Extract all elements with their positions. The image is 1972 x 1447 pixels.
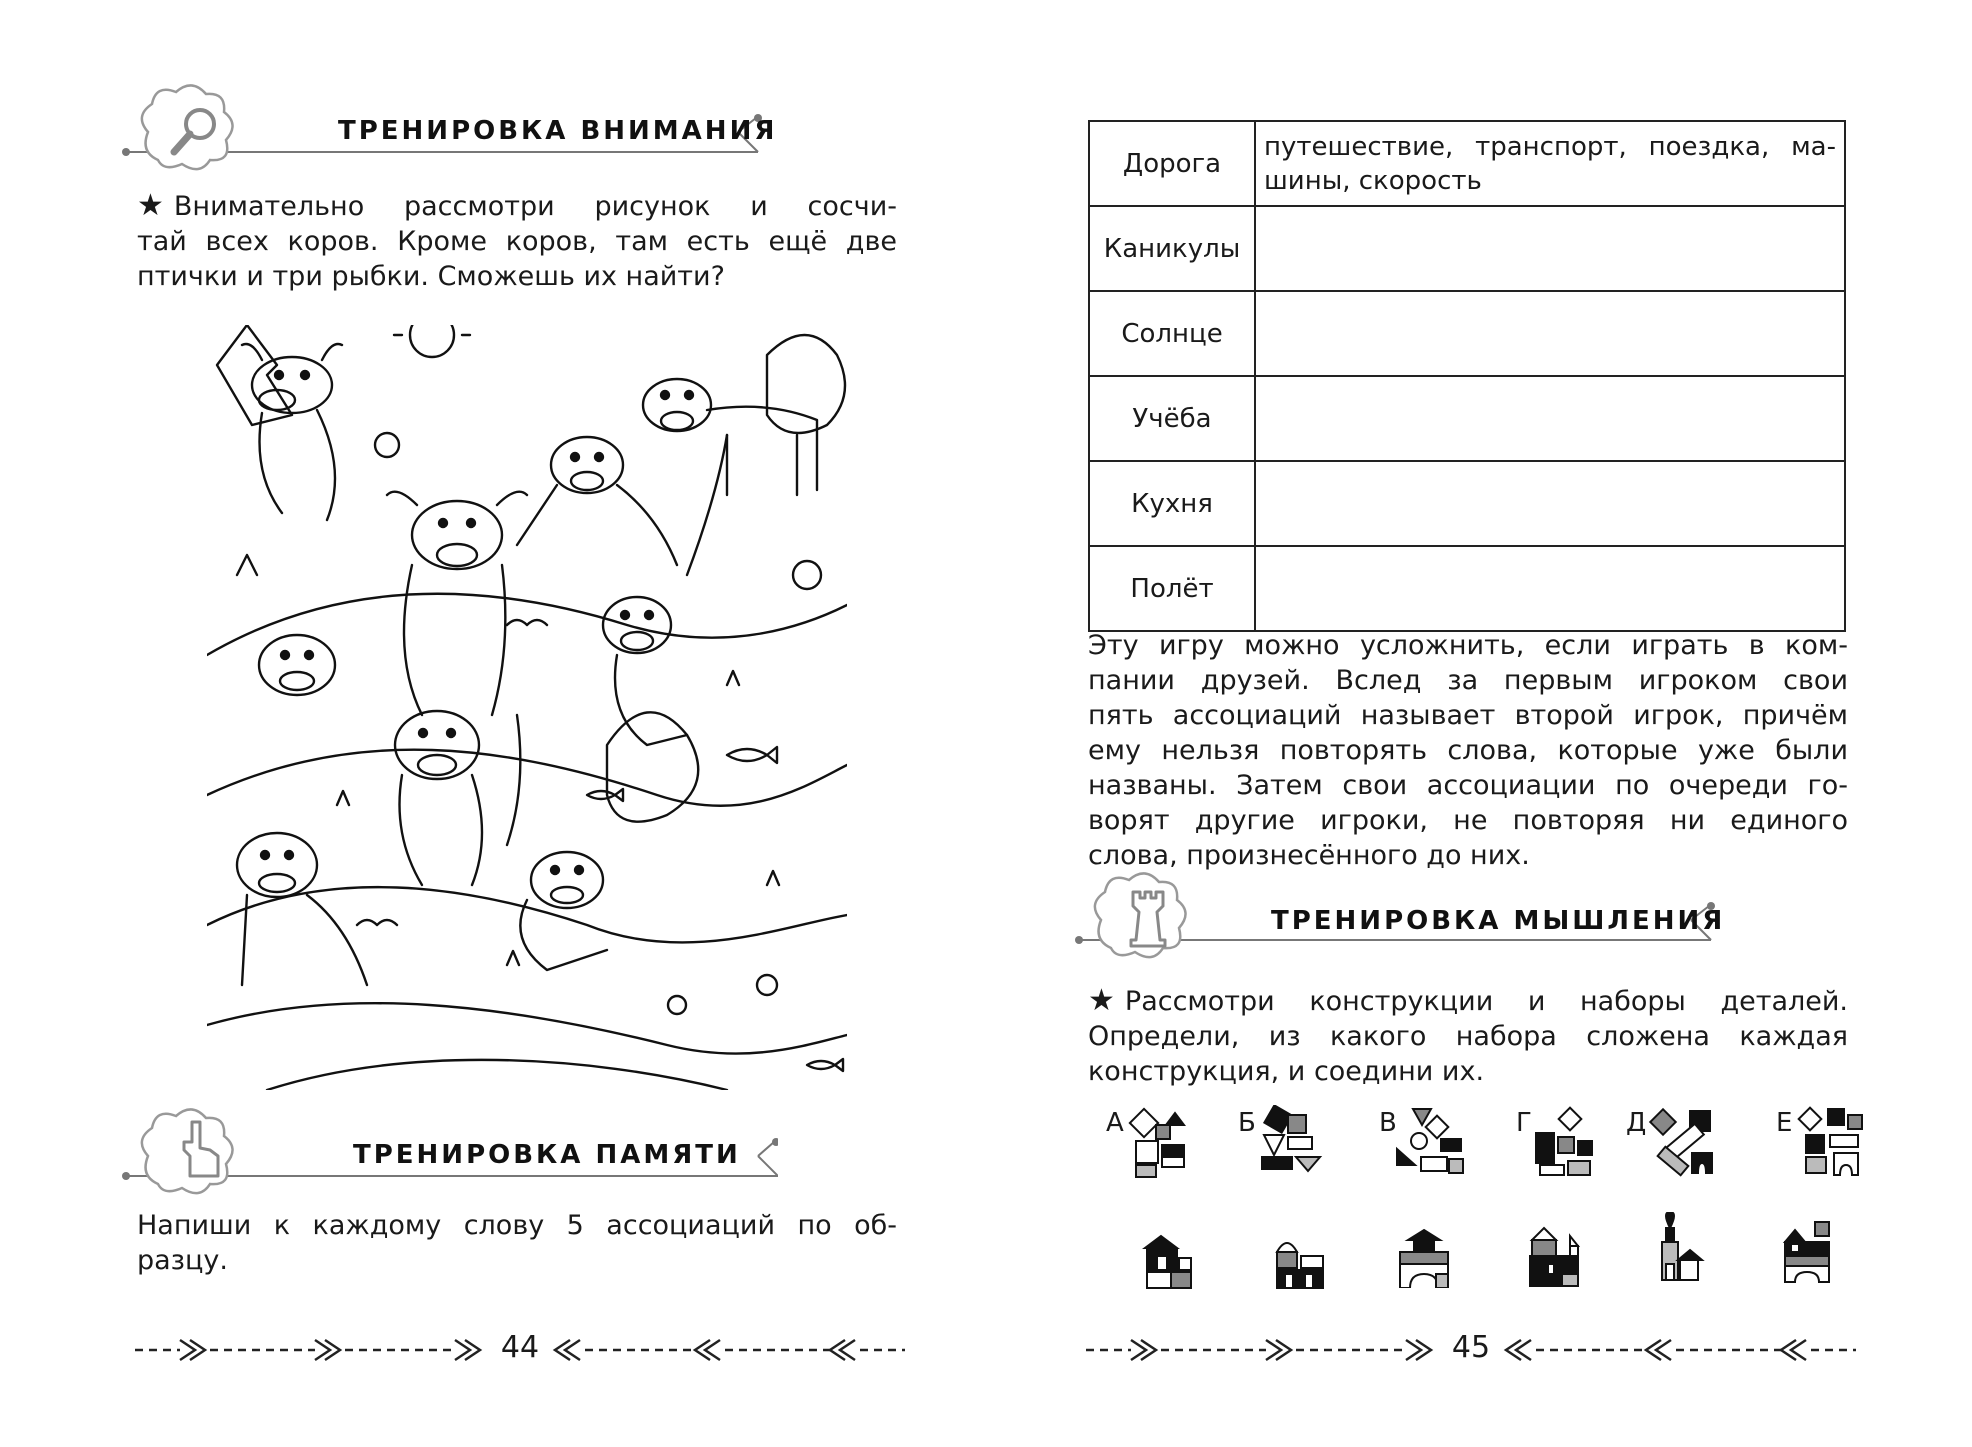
construction-4[interactable] [1526,1226,1586,1290]
table-row [1089,546,1845,631]
attention-task-line-2: тай всех коров. Кроме коров, там есть ещё две [137,226,897,257]
assoc-line-2: шины, скорость [1264,165,1482,196]
attention-task [137,188,897,294]
left-footer [135,1330,905,1370]
thinking-task [1088,983,1848,1089]
table-word: Полёт [1089,546,1255,631]
game-text-line-2: пании друзей. Вслед за первым игроком свои [1088,665,1848,696]
table-row [1089,376,1845,461]
game-text [1088,628,1848,873]
construction-1[interactable] [1141,1232,1201,1292]
thinking-task-line-1: Рассмотри конструкции и наборы деталей. [1124,986,1848,1017]
set-label-d: Д [1626,1108,1647,1138]
associations-table-body [1089,121,1845,631]
set-label-v: В [1379,1108,1397,1138]
associations-table [1088,120,1846,632]
memory-task-line-1: Напиши к каждому слову 5 ассоциаций по об- [137,1210,897,1241]
table-assoc[interactable] [1255,291,1845,376]
table-assoc[interactable] [1255,121,1845,206]
chess-rook-icon [1123,886,1173,950]
table-assoc[interactable] [1255,461,1845,546]
table-assoc[interactable] [1255,206,1845,291]
page-number: 45 [1451,1330,1491,1365]
star-icon: ★ [137,188,164,223]
table-row [1089,121,1845,206]
table-row [1089,291,1845,376]
table-word: Дорога [1089,121,1255,206]
thinking-task-line-3: конструкция, и соедини их. [1088,1056,1485,1087]
set-label-g: Г [1516,1108,1532,1138]
attention-task-line-1: Внимательно рассмотри рисунок и сосчи- [173,191,897,222]
set-label-b: Б [1238,1108,1256,1138]
game-text-line-5: названы. Затем свои ассоциации по очереди го- [1088,770,1848,801]
table-row [1089,461,1845,546]
attention-header [118,80,778,190]
memory-header [118,1098,778,1208]
table-row [1089,206,1845,291]
set-label-a: А [1106,1108,1124,1138]
thinking-header [1071,868,1731,978]
magnifier-icon [166,102,226,162]
cows-illustration [207,325,847,1090]
block-set-d[interactable] [1644,1105,1724,1180]
cows-line-art [207,325,847,1090]
game-text-line-1: Эту игру можно усложнить, если играть в ком- [1088,630,1848,661]
game-text-line-7: слова, произнесённого до них. [1088,840,1530,871]
attention-title: ТРЕНИРОВКА ВНИМАНИЯ [338,116,778,146]
attention-task-line-3: птички и три рыбки. Сможешь их найти? [137,261,725,292]
block-set-e[interactable] [1794,1105,1869,1180]
block-set-b[interactable] [1254,1105,1329,1180]
table-word: Каникулы [1089,206,1255,291]
right-footer [1086,1330,1856,1370]
table-assoc[interactable] [1255,546,1845,631]
table-assoc[interactable] [1255,376,1845,461]
game-text-line-3: пять ассоциаций называет второй игрок, причём [1088,700,1848,731]
construction-2[interactable] [1271,1232,1331,1292]
right-page [986,0,1972,1447]
table-word: Учёба [1089,376,1255,461]
memory-task-line-2: разцу. [137,1245,228,1276]
set-label-e: Е [1776,1108,1793,1138]
game-text-line-4: ему нельзя повторять слова, которые уже были [1088,735,1848,766]
block-set-g[interactable] [1528,1105,1603,1180]
assoc-line-1: путешествие, транспорт, поездка, ма- [1264,131,1836,162]
thinking-task-line-2: Определи, из какого набора сложена каждая [1088,1021,1848,1052]
finger-icon [168,1118,228,1182]
thinking-title: ТРЕНИРОВКА МЫШЛЕНИЯ [1271,906,1726,936]
table-word: Кухня [1089,461,1255,546]
memory-title: ТРЕНИРОВКА ПАМЯТИ [353,1140,741,1170]
block-set-v[interactable] [1391,1105,1471,1180]
block-set-a[interactable] [1126,1105,1201,1180]
game-text-line-6: ворят другие игроки, не повторяя ни единого [1088,805,1848,836]
page-number: 44 [500,1330,540,1365]
memory-task [137,1208,897,1278]
construction-5[interactable] [1648,1212,1708,1282]
construction-6[interactable] [1781,1220,1841,1284]
construction-3[interactable] [1396,1228,1456,1288]
star-icon: ★ [1088,983,1115,1018]
table-word: Солнце [1089,291,1255,376]
